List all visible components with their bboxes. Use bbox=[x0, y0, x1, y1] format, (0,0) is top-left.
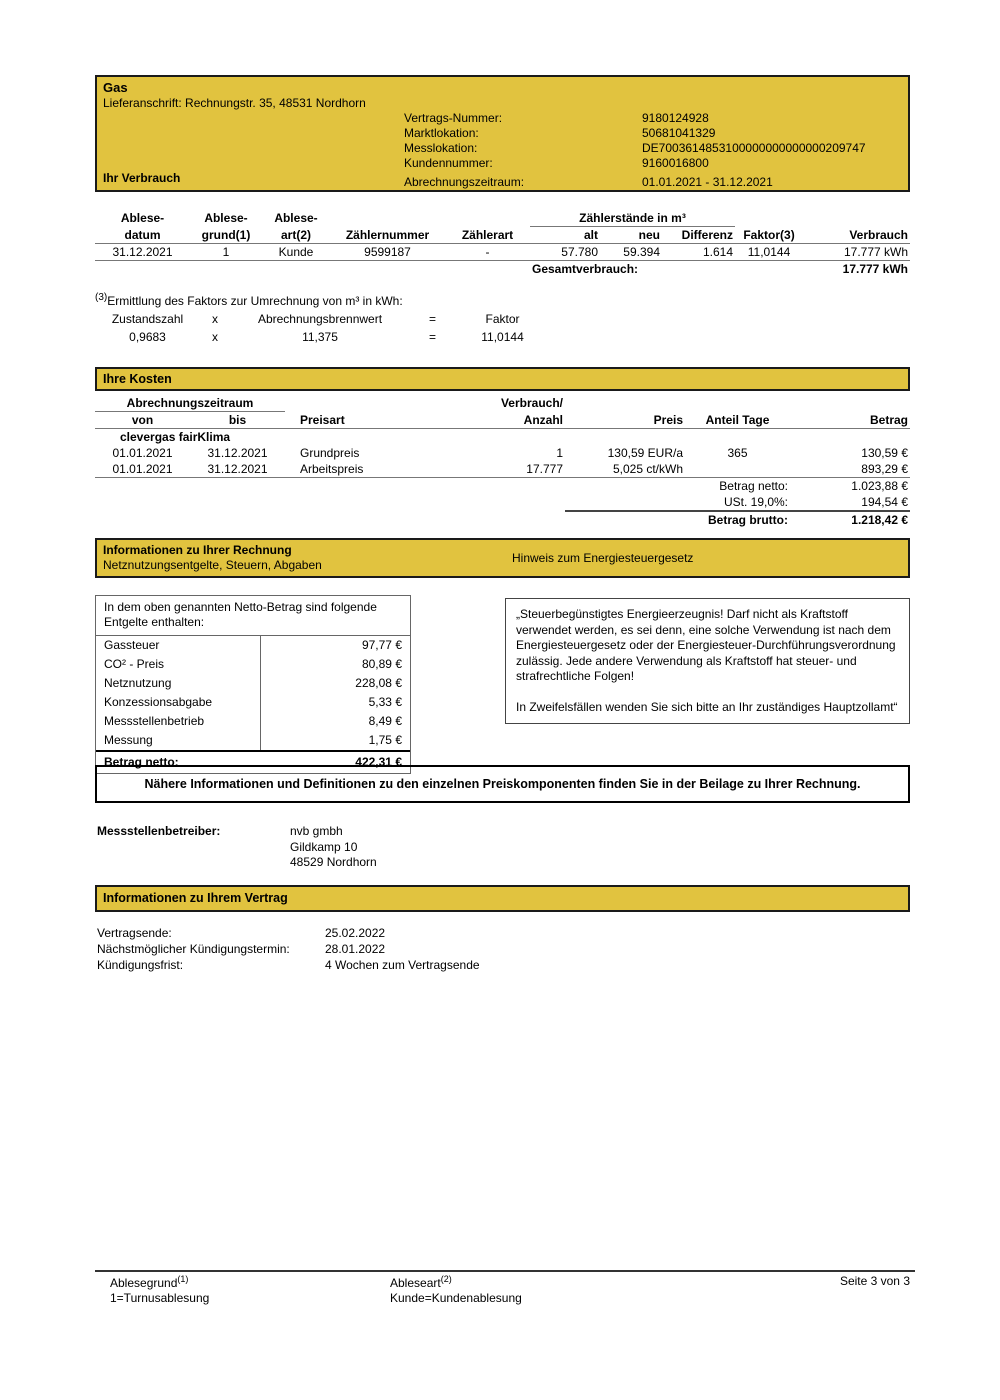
operator: = bbox=[428, 330, 436, 344]
col-header: neu bbox=[600, 227, 662, 244]
charge-row bbox=[96, 655, 410, 674]
factor-col-header: Faktor bbox=[485, 312, 520, 326]
operator-street: Gildkamp 10 bbox=[290, 839, 358, 854]
field-value: 9160016800 bbox=[642, 156, 709, 170]
meter-number: 9599187 bbox=[330, 244, 445, 261]
totals-row-ust bbox=[95, 494, 910, 511]
charge-row bbox=[96, 636, 410, 655]
consumption-table bbox=[95, 210, 910, 277]
charge-label: Messung bbox=[104, 733, 153, 747]
reading-date: 31.12.2021 bbox=[95, 244, 190, 261]
total-label: USt. 19,0%: bbox=[723, 495, 788, 509]
costs-section-bar bbox=[95, 367, 910, 391]
price-type: Grundpreis bbox=[300, 446, 360, 460]
contract-detail-row bbox=[404, 175, 866, 190]
total-label: Betrag brutto: bbox=[565, 511, 790, 528]
consumption-header-row-2 bbox=[95, 227, 910, 244]
contract-detail-row bbox=[404, 111, 866, 126]
operator: x bbox=[212, 330, 218, 344]
charge-label: Gassteuer bbox=[104, 638, 160, 652]
factor-col-header: Zustandszahl bbox=[111, 312, 184, 326]
col-header: Faktor(3) bbox=[735, 227, 803, 244]
factor-note bbox=[95, 292, 550, 346]
charges-intro-text: In dem oben genannten Netto-Betrag sind folgende Entgelte enthalten: bbox=[96, 596, 410, 636]
costs-header-row-2 bbox=[95, 412, 910, 429]
tariff-name-row bbox=[95, 429, 910, 446]
col-header: Verbrauch bbox=[803, 227, 910, 244]
charge-label: Netznutzung bbox=[104, 676, 172, 690]
col-header: Preis bbox=[565, 412, 685, 429]
charge-label: CO² - Preis bbox=[104, 657, 164, 671]
page-number: Seite 3 von 3 bbox=[839, 1274, 910, 1288]
footer-divider bbox=[95, 1270, 915, 1272]
factor-value: 11,0144 bbox=[735, 244, 803, 261]
reading-difference: 1.614 bbox=[662, 244, 735, 261]
total-value: 194,54 € bbox=[861, 495, 908, 509]
field-label: Kündigungsfrist: bbox=[97, 958, 184, 972]
charges-total-label: Betrag netto: bbox=[96, 751, 261, 773]
tax-notice-paragraph: In Zweifelsfällen wenden Sie sich bitte an Ihr zuständiges Hauptzollamt“ bbox=[516, 699, 898, 714]
unit-price: 5,025 ct/kWh bbox=[565, 461, 685, 478]
field-label: Kundennummer: bbox=[404, 156, 493, 170]
total-value: 1.023,88 € bbox=[851, 479, 908, 493]
field-value: DE7003614853100000000000000209747 bbox=[642, 141, 866, 155]
field-label: Abrechnungszeitraum: bbox=[404, 175, 525, 189]
quantity: 1 bbox=[556, 446, 563, 460]
field-value: 25.02.2022 bbox=[325, 926, 386, 940]
invoice-info-subtitle: Netznutzungsentgelte, Steuern, Abgaben bbox=[103, 558, 322, 572]
price-components-notice: Nähere Informationen und Definitionen zu den einzelnen Preiskomponenten finden Sie in der Beilage zu Ihrer Rechnung. bbox=[95, 765, 910, 803]
col-header: Anzahl bbox=[435, 412, 565, 429]
billing-period-group-header: Abrechnungszeitraum bbox=[95, 395, 285, 412]
footer bbox=[95, 1274, 910, 1314]
field-label: Marktlokation: bbox=[404, 126, 479, 140]
col-header: Differenz bbox=[662, 227, 735, 244]
charge-value: 1,75 € bbox=[261, 731, 411, 751]
section-label-verbrauch: Ihr Verbrauch bbox=[103, 171, 181, 185]
factor-col-header: Abrechnungsbrennwert bbox=[257, 312, 383, 326]
field-value: 01.01.2021 - 31.12.2021 bbox=[642, 175, 773, 189]
metering-operator-block bbox=[97, 824, 377, 871]
costs-section-title: Ihre Kosten bbox=[103, 372, 172, 386]
col-header: datum bbox=[95, 227, 190, 244]
field-label: Nächstmöglicher Kündigungstermin: bbox=[97, 942, 290, 956]
charge-value: 5,33 € bbox=[261, 693, 411, 712]
metering-operator-address bbox=[290, 824, 377, 871]
col-header: Ablese- bbox=[204, 211, 248, 226]
field-value: 50681041329 bbox=[642, 126, 716, 140]
tariff-name: clevergas fairKlima bbox=[120, 430, 231, 444]
col-header: Verbrauch/ bbox=[500, 396, 563, 411]
totals-row-netto bbox=[95, 478, 910, 495]
col-header: bis bbox=[190, 412, 285, 429]
col-header: grund(1) bbox=[190, 227, 262, 244]
total-consumption-label: Gesamtverbrauch: bbox=[532, 262, 639, 276]
amount: 130,59 € bbox=[861, 446, 908, 460]
field-label: Vertragsende: bbox=[97, 926, 172, 940]
contract-field-row bbox=[97, 925, 480, 941]
tax-notice-paragraph: „Steuerbegünstigtes Energieerzeugnis! Darf nicht als Kraftstoff verwendet werden, es sei denn, eine solche Verwendung ist nach dem Energiesteuergesetz oder der Energiesteuer-Durchführungsverordnung zulässig. Jede andere Verwendung als Kraftstoff hat steuer- und strafrechtliche Folgen! bbox=[516, 607, 896, 683]
col-header: Zählernummer bbox=[330, 227, 445, 244]
contract-detail-row bbox=[404, 126, 866, 141]
period-to: 31.12.2021 bbox=[190, 461, 285, 478]
footnote-reading-reason-detail: 1=Turnusablesung bbox=[110, 1291, 210, 1305]
invoice-info-title: Informationen zu Ihrer Rechnung bbox=[103, 543, 292, 557]
total-consumption-value: 17.777 kWh bbox=[842, 262, 909, 276]
metering-operator-label: Messstellenbetreiber: bbox=[97, 824, 221, 838]
amount: 893,29 € bbox=[790, 461, 910, 478]
energy-tax-hint-label: Hinweis zum Energiesteuergesetz bbox=[512, 551, 694, 565]
energy-tax-notice-box bbox=[505, 598, 910, 724]
footnote-reading-type-detail: Kunde=Kundenablesung bbox=[390, 1291, 522, 1305]
state-number-value: 0,9683 bbox=[129, 330, 166, 344]
meter-readings-group-header: Zählerstände in m³ bbox=[530, 210, 735, 227]
footnote-reading-reason: Ablesegrund$^{(1)}$ bbox=[110, 1274, 189, 1290]
field-value: 28.01.2022 bbox=[325, 942, 386, 956]
contract-detail-grid bbox=[404, 111, 866, 190]
costs-table bbox=[95, 395, 910, 528]
contract-section-title: Informationen zu Ihrem Vertrag bbox=[103, 891, 288, 905]
total-label: Betrag netto: bbox=[719, 479, 788, 493]
col-header: Anteil Tage bbox=[685, 412, 790, 429]
total-value: 1.218,42 € bbox=[790, 511, 910, 528]
consumption-value: 17.777 kWh bbox=[803, 244, 910, 261]
cost-row bbox=[95, 445, 910, 461]
reading-old: 57.780 bbox=[530, 244, 600, 261]
period-from: 01.01.2021 bbox=[95, 461, 190, 478]
charges-table bbox=[96, 636, 410, 773]
operator-city: 48529 Nordhorn bbox=[290, 855, 377, 869]
cost-row bbox=[95, 461, 910, 478]
invoice-info-bar bbox=[95, 538, 910, 578]
costs-header-row-1 bbox=[95, 395, 910, 412]
charges-breakdown-box bbox=[95, 595, 411, 774]
col-header: Zählerart bbox=[445, 227, 530, 244]
field-label: Vertrags-Nummer: bbox=[404, 111, 503, 125]
contract-field-row bbox=[97, 957, 480, 973]
col-header: Betrag bbox=[790, 412, 910, 429]
field-label: Messlokation: bbox=[404, 141, 478, 155]
charge-label: Messstellenbetrieb bbox=[104, 714, 205, 728]
consumption-data-row bbox=[95, 244, 910, 261]
col-header: art(2) bbox=[262, 227, 330, 244]
factor-result: 11,0144 bbox=[481, 330, 524, 344]
period-to: 31.12.2021 bbox=[207, 446, 268, 460]
footnote-reading-type: Ableseart$^{(2)}$ bbox=[390, 1274, 452, 1290]
operator: x bbox=[212, 312, 218, 326]
charge-value: 228,08 € bbox=[261, 674, 411, 693]
price-type: Arbeitspreis bbox=[285, 461, 435, 478]
charge-row bbox=[96, 693, 410, 712]
col-header: Preisart bbox=[285, 412, 435, 429]
period-from: 01.01.2021 bbox=[112, 446, 173, 460]
contract-detail-row bbox=[404, 141, 866, 156]
contract-field-row bbox=[97, 941, 480, 957]
meter-type: - bbox=[445, 244, 530, 261]
factor-note-title: $^{(3)}$Ermittlung des Faktors zur Umrechnung von m³ in kWh: bbox=[95, 292, 403, 308]
field-value: 4 Wochen zum Vertragsende bbox=[325, 958, 480, 972]
factor-calculation-table bbox=[95, 310, 550, 346]
col-header: von bbox=[95, 412, 190, 429]
share-days bbox=[685, 461, 790, 478]
quantity: 17.777 bbox=[435, 461, 565, 478]
col-header: alt bbox=[530, 227, 600, 244]
charge-label: Konzessionsabgabe bbox=[104, 695, 213, 709]
charges-total-value: 422,31 € bbox=[261, 751, 411, 773]
reading-reason: 1 bbox=[190, 244, 262, 261]
col-header: Ablese- bbox=[120, 211, 165, 226]
totals-row-brutto bbox=[95, 511, 910, 528]
charge-row bbox=[96, 712, 410, 731]
charge-value: 97,77 € bbox=[261, 636, 411, 655]
reading-type: Kunde bbox=[262, 244, 330, 261]
charge-row bbox=[96, 674, 410, 693]
field-value: 9180124928 bbox=[642, 111, 709, 125]
gas-header-box bbox=[95, 75, 910, 192]
reading-new: 59.394 bbox=[600, 244, 662, 261]
col-header: Ablese- bbox=[274, 211, 318, 226]
contract-section-bar bbox=[95, 885, 910, 912]
share-days: 365 bbox=[727, 446, 748, 460]
delivery-address: Lieferanschrift: Rechnungstr. 35, 48531 Nordhorn bbox=[103, 96, 366, 110]
operator-name: nvb gmbh bbox=[290, 824, 343, 838]
contract-fields bbox=[97, 925, 480, 973]
charge-value: 80,89 € bbox=[261, 655, 411, 674]
consumption-total-row bbox=[95, 261, 910, 278]
unit-price: 130,59 EUR/a bbox=[607, 446, 683, 460]
contract-detail-row bbox=[404, 156, 866, 171]
charge-value: 8,49 € bbox=[261, 712, 411, 731]
calorific-value: 11,375 bbox=[302, 330, 338, 344]
operator: = bbox=[428, 312, 436, 326]
charge-row bbox=[96, 731, 410, 751]
footnote-marker: (3) bbox=[95, 292, 108, 303]
consumption-header-row-1 bbox=[95, 210, 910, 227]
section-title-gas: Gas bbox=[103, 80, 128, 95]
